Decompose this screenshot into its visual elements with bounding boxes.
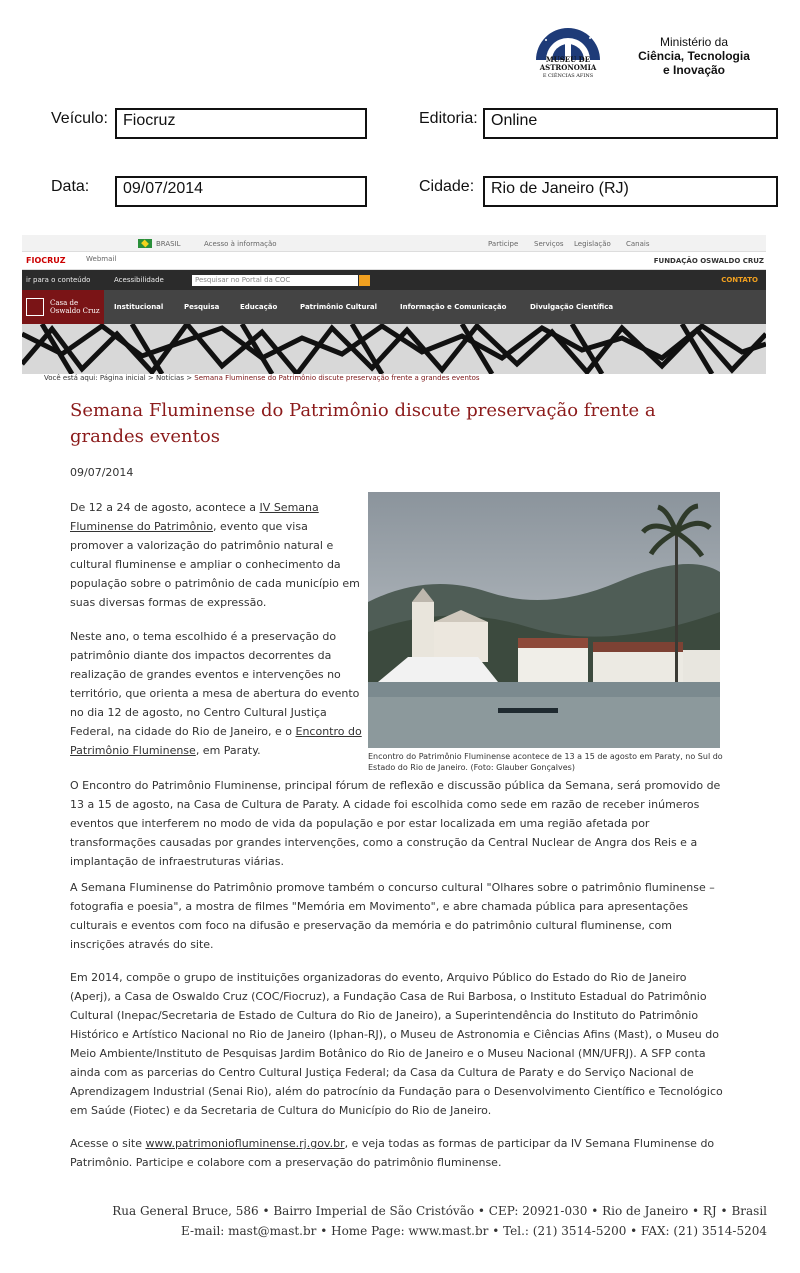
- ministry-line-3: e Inovação: [662, 63, 726, 77]
- semana-link[interactable]: IV Semana Fluminense do Patrimônio: [70, 501, 319, 533]
- coc-name: Casa de Oswaldo Cruz: [50, 299, 100, 315]
- p6-text-b: , e veja todas as formas de participar da IV Semana Fluminense do Patrimônio. Participe e colabore com a preservação do patrimônio fluminense.: [70, 1137, 715, 1169]
- search-icon[interactable]: [359, 275, 370, 286]
- data-label: Data:: [51, 178, 90, 195]
- footer-contact: E-mail: mast@mast.br • Home Page: www.mast.br • Tel.: (21) 3514-5200 • FAX: (21) 3514-5204: [181, 1224, 767, 1238]
- article-date: 09/07/2014: [70, 466, 134, 479]
- webmail-link[interactable]: Webmail: [86, 255, 117, 263]
- nav-institucional[interactable]: Institucional: [114, 303, 164, 311]
- contato-link[interactable]: CONTATO: [721, 276, 758, 284]
- utility-bar: [22, 270, 766, 290]
- brazil-flag-icon: [138, 239, 152, 248]
- fiocruz-bar: [22, 252, 766, 270]
- nav-informacao[interactable]: Informação e Comunicação: [400, 303, 507, 311]
- p1-text-b: , evento que visa promover a valorização do patrimônio natural e cultural fluminense e ampliar o conhecimento da população sobre o patrimônio de cada município em suas diversas formas de expressão.: [70, 520, 360, 609]
- museum-sub: E CIÊNCIAS AFINS: [542, 73, 594, 79]
- paragraph-6: [70, 1134, 730, 1172]
- ministry-line-2: Ciência, Tecnologia: [638, 49, 750, 63]
- gov-link-participe[interactable]: Participe: [488, 240, 519, 248]
- main-nav: [22, 290, 766, 324]
- cidade-field[interactable]: Rio de Janeiro (RJ): [483, 176, 778, 207]
- data-field[interactable]: 09/07/2014: [115, 176, 367, 207]
- p2-text-b: , em Paraty.: [195, 744, 261, 757]
- article-title: Semana Fluminense do Patrimônio discute preservação frente a grandes eventos: [70, 400, 656, 447]
- editoria-label: Editoria:: [419, 110, 478, 127]
- cidade-label: Cidade:: [419, 178, 475, 195]
- gov-link-canais[interactable]: Canais: [626, 240, 650, 248]
- search-input[interactable]: Pesquisar no Portal da COC: [192, 275, 358, 286]
- site-link[interactable]: www.patrimoniofluminense.rj.gov.br: [145, 1137, 345, 1150]
- editoria-field[interactable]: Online: [483, 108, 778, 139]
- paragraph-5: Em 2014, compõe o grupo de instituições organizadoras do evento, Arquivo Público do Estado do Rio de Janeiro (Aperj), a Casa de Oswaldo Cruz (COC/Fiocruz), a Fundação Casa de Rui Barbosa, o Instituto Estadual do Patrimônio Cultural (Inepac/Secretaria de Estado de Cultura do Rio de Janeiro), a Superintendência do Instituto do Patrimônio Histórico e Artístico Nacional no Rio de Janeiro (Iphan-RJ), o Museu de Astronomia e Ciências Afins (Mast), o Museu do Meio Ambiente/Instituto de Pesquisas Jardim Botânico do Rio de Janeiro e o Museu Nacional (MN/UFRJ). A SFP conta ainda com as parcerias do Centro Cultural Justiça Federal; da Casa da Cultura de Paraty e do Serviço Nacional de Aprendizagem Industrial (Senai Rio), além do patrocínio da Fundação para o Desenvolvimento Científico e Tecnológico em Saúde (Fiotec) e da Secretaria de Cultura do Município do Rio de Janeiro.: [70, 971, 723, 1117]
- encontro-link[interactable]: Encontro do Patrimônio Fluminense: [70, 725, 362, 757]
- nav-educacao[interactable]: Educação: [240, 303, 278, 311]
- stained-glass-pattern: [22, 324, 766, 374]
- p2-text-a: Neste ano, o tema escolhido é a preservação do patrimônio diante dos impactos decorrentes da realização de grandes eventos e intervenções no território, que orienta a mesa de abertura do evento no dia 12 de agosto, no Centro Cultural Justiça Federal, na cidade do Rio de Janeiro, e o: [70, 630, 360, 738]
- paragraph-3: O Encontro do Patrimônio Fluminense, principal fórum de reflexão e discussão pública da Semana, será promovido de 13 a 15 de agosto, na Casa de Cultura de Paraty. A cidade foi escolhida como sede em razão de receber inúmeros eventos que interferem no modo de vida da população e por estar localizada em uma região afetada por transformações causadas por grandes intervenções, como a construção da Central Nuclear de Angra dos Reis e a implantação de infraestruturas viárias.: [70, 779, 721, 868]
- paragraph-1: [70, 498, 360, 612]
- ministry-line-1: Ministério da: [659, 35, 729, 49]
- veiculo-field[interactable]: Fiocruz: [115, 108, 367, 139]
- footer-address: Rua General Bruce, 586 • Bairro Imperial de São Cristóvão • CEP: 20921-030 • Rio de Janeiro • RJ • Brasil: [112, 1204, 767, 1218]
- photo-caption: Encontro do Patrimônio Fluminense acontece de 13 a 15 de agosto em Paraty, no Sul do Estado do Rio de Janeiro. (Foto: Glauber Gonçalves): [368, 752, 723, 772]
- p1-text-a: De 12 a 24 de agosto, acontece a: [70, 501, 260, 514]
- breadcrumb-prefix[interactable]: Você está aqui: Página inicial > Notícias >: [44, 374, 195, 382]
- gov-bar: [22, 235, 766, 252]
- mast-caption: [534, 56, 602, 80]
- accessibility-link[interactable]: Acessibilidade: [114, 276, 164, 284]
- nav-divulgacao[interactable]: Divulgação Científica: [530, 303, 614, 311]
- fiocruz-logo[interactable]: FIOCRUZ: [26, 256, 66, 265]
- gov-brasil[interactable]: BRASIL: [156, 240, 181, 248]
- gov-acesso[interactable]: Acesso à informação: [204, 240, 277, 248]
- nav-patrimonio[interactable]: Patrimônio Cultural: [300, 303, 378, 311]
- portal-screenshot: [22, 235, 766, 385]
- p6-text-a: Acesse o site: [70, 1137, 146, 1150]
- gov-link-servicos[interactable]: Serviços: [534, 240, 564, 248]
- fundacao-label: FUNDAÇÃO OSWALDO CRUZ: [653, 257, 764, 265]
- skip-link[interactable]: ir para o conteúdo: [26, 276, 91, 284]
- breadcrumb: [22, 374, 766, 385]
- coc-logo[interactable]: [22, 290, 104, 324]
- veiculo-label: Veículo:: [51, 110, 108, 127]
- observatory-dome-icon: [532, 14, 604, 60]
- gov-link-legislacao[interactable]: Legislação: [574, 240, 611, 248]
- ministry-logo: [624, 35, 764, 77]
- museum-name: MUSEU DE ASTRONOMIA: [539, 55, 597, 72]
- paraty-photo: [368, 492, 720, 748]
- paragraph-4: A Semana Fluminense do Patrimônio promove também o concurso cultural "Olhares sobre o patrimônio fluminense – fotografia e poesia", a mostra de filmes "Memória em Movimento", e abre chamada pública para apresentações culturais e eventos com foco na difusão e preservação da memória e do patrimônio cultural fluminense, com inscrições através do site.: [70, 881, 715, 951]
- header-banner: [22, 324, 766, 374]
- nav-pesquisa[interactable]: Pesquisa: [184, 303, 220, 311]
- coc-symbol-icon: [26, 298, 44, 316]
- breadcrumb-current: Semana Fluminense do Patrimônio discute preservação frente a grandes eventos: [194, 374, 480, 382]
- paragraph-2: [70, 627, 362, 760]
